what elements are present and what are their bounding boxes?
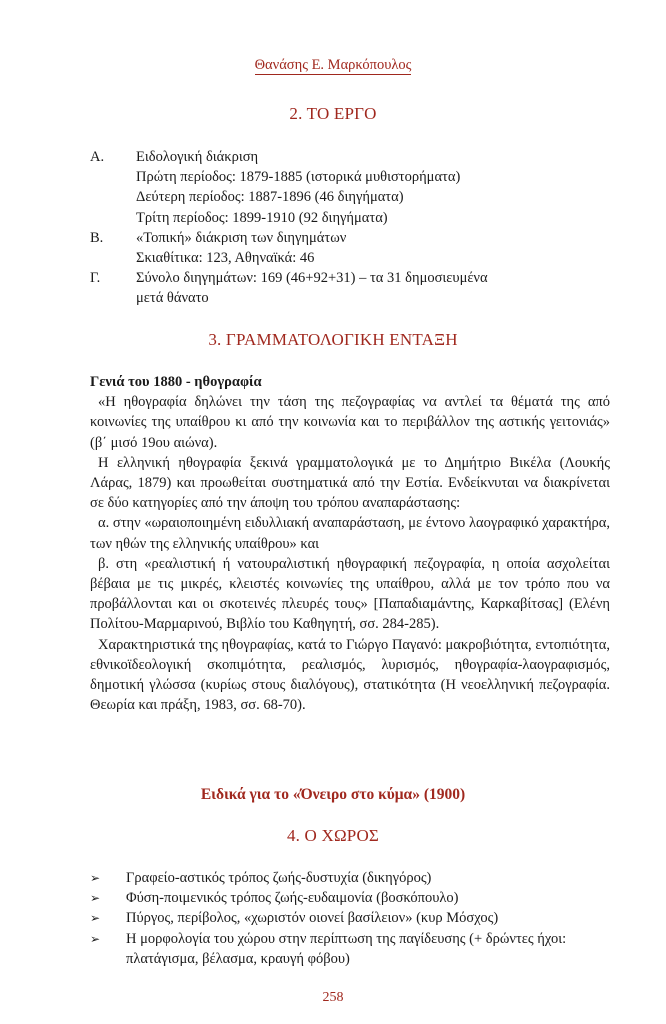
outline-line: Ειδολογική διάκριση <box>136 149 259 165</box>
work-outline <box>90 147 610 309</box>
running-head-text: Θανάσης Ε. Μαρκόπουλος <box>254 57 412 73</box>
bullet-item <box>90 868 610 888</box>
section-4-heading: 4. Ο ΧΩΡΟΣ <box>286 826 380 845</box>
special-heading: Ειδικά για το «Όνειρο στο κύμα» (1900) <box>200 786 466 803</box>
bullet-text: Γραφείο-αστικός τρόπος ζωής-δυστυχία (δικηγόρος) <box>126 870 432 886</box>
outline-line: Τρίτη περίοδος: 1899-1910 (92 διηγήματα) <box>136 209 388 226</box>
outline-line: μετά θάνατο <box>136 290 209 307</box>
page-number: 258 <box>322 990 344 1005</box>
outline-line: Σκιαθίτικα: 123, Αθηναϊκά: 46 <box>136 250 315 267</box>
running-head <box>0 57 666 74</box>
outline-line: Πρώτη περίοδος: 1879-1885 (ιστορικά μυθιστορήματα) <box>136 169 461 186</box>
outline-marker: Γ. <box>90 270 101 287</box>
outline-line: Δεύτερη περίοδος: 1887-1896 (46 διηγήματα) <box>136 189 404 206</box>
arrow-bullet-icon: ➢ <box>90 931 101 946</box>
bullet-item <box>90 908 610 928</box>
section-3-heading: 3. ΓΡΑΜΜΑΤΟΛΟΓΙΚΗ ΕΝΤΑΞΗ <box>208 330 458 349</box>
outline-line: Σύνολο διηγημάτων: 169 (46+92+31) – τα 31 δημοσιευμένα <box>136 270 488 287</box>
bullet-text: Φύση-ποιμενικός τρόπος ζωής-ευδαιμονία (βοσκόπουλο) <box>126 890 459 907</box>
arrow-bullet-icon: ➢ <box>90 891 101 906</box>
arrow-bullet-icon: ➢ <box>90 871 101 885</box>
outline-line: «Τοπική» διάκριση των διηγημάτων <box>136 229 347 246</box>
outline-item <box>90 268 610 308</box>
outline-item <box>90 147 610 228</box>
bullet-item <box>90 929 610 969</box>
paragraph: «Η ηθογραφία δηλώνει την τάση της πεζογραφίας να αντλεί τα θέματά της από κοινωνίες της υπαίθρου κι από την κοινωνία και το περιβάλλον της αστικής γειτονιάς» (β΄ μισό 19ου αιώνα). <box>90 394 610 451</box>
bullet-text: Πύργος, περίβολος, «χωριστόν οιονεί βασίλειον» (κυρ Μόσχος) <box>126 910 499 927</box>
paragraph: α. στην «ωραιοποιημένη ειδυλλιακή αναπαράσταση, με έντονο λαογραφικό χαρακτήρα, των ηθών της ελληνικής υπαίθρου» και <box>90 515 610 552</box>
paragraph: Χαρακτηριστικά της ηθογραφίας, κατά το Γιώργο Παγανό: μακροβιότητα, εντοπιότητα, εθνικοϊδεολογική σκοπιμότητα, ρεαλισμός, λυρισμός, ηθογραφία-λαογραφισμός, δημοτική γλώσσα (κυρίως στους διαλόγους), στατικότητα (Η νεοελληνική πεζογραφία. Θεωρία και πράξη, 1983, σσ. 68-70). <box>90 636 610 714</box>
space-bullet-list <box>90 868 610 969</box>
section-2-heading: 2. ΤΟ ΕΡΓΟ <box>289 104 377 123</box>
arrow-bullet-icon: ➢ <box>90 911 101 926</box>
subsection-title: Γενιά του 1880 - ηθογραφία <box>90 374 262 390</box>
outline-marker: Α. <box>90 149 105 165</box>
outline-item <box>90 228 610 268</box>
outline-marker: Β. <box>90 229 104 246</box>
paragraph: Η ελληνική ηθογραφία ξεκινά γραμματολογικά με το Δημήτριο Βικέλα (Λουκής Λάρας, 1879) και προωθείται συστηματικά από την Εστία. Ενδείκνυται να διακρίνεται σε δύο κατηγορίες από την άποψη του τρόπου αναπαράστασης: <box>90 454 610 512</box>
bullet-text: Η μορφολογία του χώρου στην περίπτωση της παγίδευσης (+ δρώντες ήχοι: πλατάγισμα, βέλασμα, κραυγή φόβου) <box>126 930 567 967</box>
paragraph: β. στη «ρεαλιστική ή νατουραλιστική ηθογραφική πεζογραφία, η οποία ασχολείται βέβαια με τις μικρές, κλειστές κοινωνίες της υπαίθρου, αλλά με τον τρόπο που να προβάλλονται και οι σκοτεινές πλευρές τους» [Παπαδιαμάντης, Καρκαβίτσας] (Ελένη Πολίτου-Μαρμαρινού, Βιβλίο του Καθηγητή, σσ. 284-285). <box>90 555 610 633</box>
bullet-item <box>90 888 610 908</box>
section-3-body <box>90 372 610 715</box>
